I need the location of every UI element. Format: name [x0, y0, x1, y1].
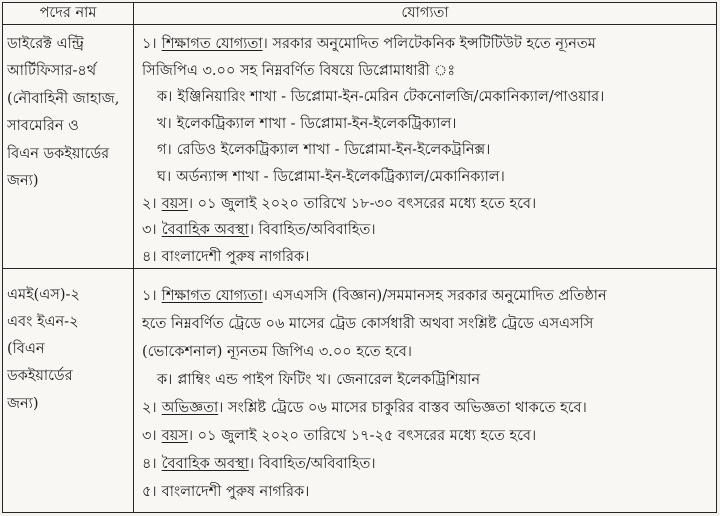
- qualification-line: [142, 282, 716, 310]
- qualification-cell: [134, 25, 716, 269]
- trade-name: জেনারেল ইলেকট্রিশিয়ান: [336, 371, 481, 388]
- item-number: ৪।: [142, 456, 157, 473]
- item-text: হতে নিম্নবর্ণিত ট্রেডে ০৬ মাসের ট্রেড কোর্সধারী অথবা সংশ্লিষ্ট ট্রেডে এসএসসি: [142, 315, 594, 332]
- qualification-line: [142, 244, 716, 269]
- sub-item-line: [142, 164, 716, 191]
- item-number: ১।: [142, 287, 157, 304]
- post-cell: [3, 25, 134, 269]
- item-heading: বৈবাহিক অবস্থা: [161, 222, 249, 239]
- sub-item-number: খ।: [157, 115, 172, 132]
- item-text: । ০১ জুলাই ২০২০ তারিখে ১৭-২৫ বৎসরের মধ্যে হতে হবে।: [187, 427, 537, 444]
- qualification-line: [142, 450, 716, 478]
- post-name-line: জন্য): [7, 173, 39, 190]
- trade-list-line: [142, 366, 716, 394]
- qualification-line: [142, 191, 716, 218]
- qualification-cell: [134, 269, 716, 512]
- post-name-line: সাবমেরিন ও: [7, 118, 79, 135]
- item-text: বাংলাদেশী পুরুষ নাগরিক।: [161, 248, 310, 265]
- header-qualification: যোগ্যতা: [134, 3, 716, 25]
- post-name-line: (বিএন: [7, 341, 45, 358]
- trade-number: খ।: [316, 371, 332, 388]
- item-text: । সংশ্লিষ্ট ট্রেডে ০৬ মাসের চাকুরির বাস্তব অভিজ্ঞতা থাকতে হবে।: [218, 399, 587, 416]
- trade-name: প্লাম্বিং এন্ড পাইপ ফিটিং: [177, 371, 312, 388]
- item-number: ২।: [142, 399, 157, 416]
- sub-item-text: ইঞ্জিনিয়ারিং শাখা - ডিপ্লোমা-ইন-মেরিন টেকনোলজি/মেকানিক্যাল/পাওয়ার।: [177, 89, 605, 106]
- sub-item-line: [142, 111, 716, 138]
- item-heading: বৈবাহিক অবস্থা: [161, 456, 249, 473]
- item-text: (ভোকেশনাল) ন্যূনতম জিপিএ ৩.০০ হতে হবে।: [142, 343, 412, 360]
- item-heading: অভিজ্ঞতা: [161, 399, 219, 416]
- post-name-line: এবং ইএন-২: [7, 313, 79, 330]
- post-name-line: ডকইয়ার্ডের: [7, 368, 73, 385]
- sub-item-text: ইলেকট্রিক্যাল শাখা - ডিপ্লোমা-ইন-ইলেকট্রিক্যাল।: [176, 115, 457, 132]
- header-post-name: পদের নাম: [3, 3, 134, 25]
- item-heading: বয়স: [161, 195, 188, 212]
- item-text: । ০১ জুলাই ২০২০ তারিখে ১৮-৩০ বৎসরের মধ্যে হতে হবে।: [187, 195, 537, 212]
- sub-item-number: ঘ।: [157, 168, 172, 185]
- post-name-line: (নৌবাহিনী জাহাজ,: [7, 90, 120, 107]
- sub-item-text: অর্ডন্যান্স শাখা - ডিপ্লোমা-ইন-ইলেকট্রিক্যাল/মেকানিক্যাল।: [176, 168, 505, 185]
- sub-item-text: রেডিও ইলেকট্রিক্যাল শাখা - ডিপ্লোমা-ইন-ইলেকট্রনিক্স।: [176, 142, 491, 159]
- item-text: । সরকার অনুমোদিত পলিটেকনিক ইন্সটিটিউট হতে ন্যূনতম: [262, 36, 596, 52]
- qualification-line: [142, 478, 716, 506]
- item-text: । বিবাহিত/অবিবাহিত।: [248, 222, 376, 239]
- sub-item-line: [142, 137, 716, 164]
- qualification-line: [142, 58, 716, 85]
- item-number: ১।: [142, 36, 157, 52]
- item-number: ৫।: [142, 484, 157, 501]
- qualification-line: [142, 422, 716, 450]
- post-name-line: ডাইরেক্ট এন্ট্রি: [7, 36, 84, 52]
- item-number: ৩।: [142, 222, 157, 239]
- item-text: বাংলাদেশী পুরুষ নাগরিক।: [161, 484, 310, 501]
- post-cell: [3, 269, 134, 512]
- sub-item-number: ক।: [157, 89, 173, 106]
- item-text: সিজিপিএ ৩.০০ সহ নিম্নবর্ণিত বিষয়ে ডিপ্লোমাধারী ঃ: [142, 62, 456, 79]
- item-text: । এসএসসি (বিজ্ঞান)/সমমানসহ সরকার অনুমোদিত প্রতিষ্ঠান: [262, 287, 607, 304]
- post-name-line: জন্য): [7, 395, 39, 412]
- item-heading: শিক্ষাগত যোগ্যতা: [161, 36, 263, 52]
- item-text: । বিবাহিত/অবিবাহিত।: [248, 456, 376, 473]
- post-name-line: এমই(এস)-২: [7, 286, 80, 303]
- sub-item-number: গ।: [157, 142, 172, 159]
- qualification-table: [2, 2, 717, 513]
- post-name-line: আর্টিফিসার-৪র্থ: [7, 63, 97, 80]
- sub-item-line: [142, 84, 716, 111]
- qualification-line: [142, 394, 716, 422]
- item-number: ৪।: [142, 248, 157, 265]
- item-number: ৩।: [142, 427, 157, 444]
- item-number: ২।: [142, 195, 157, 212]
- qualification-line: [142, 338, 716, 366]
- item-heading: শিক্ষাগত যোগ্যতা: [161, 287, 263, 304]
- post-name-line: বিএন ডকইয়ার্ডের: [7, 145, 110, 162]
- qualification-line: [142, 310, 716, 338]
- item-heading: বয়স: [161, 427, 188, 444]
- qualification-line: [142, 31, 716, 58]
- trade-number: ক।: [157, 371, 173, 388]
- qualification-line: [142, 217, 716, 244]
